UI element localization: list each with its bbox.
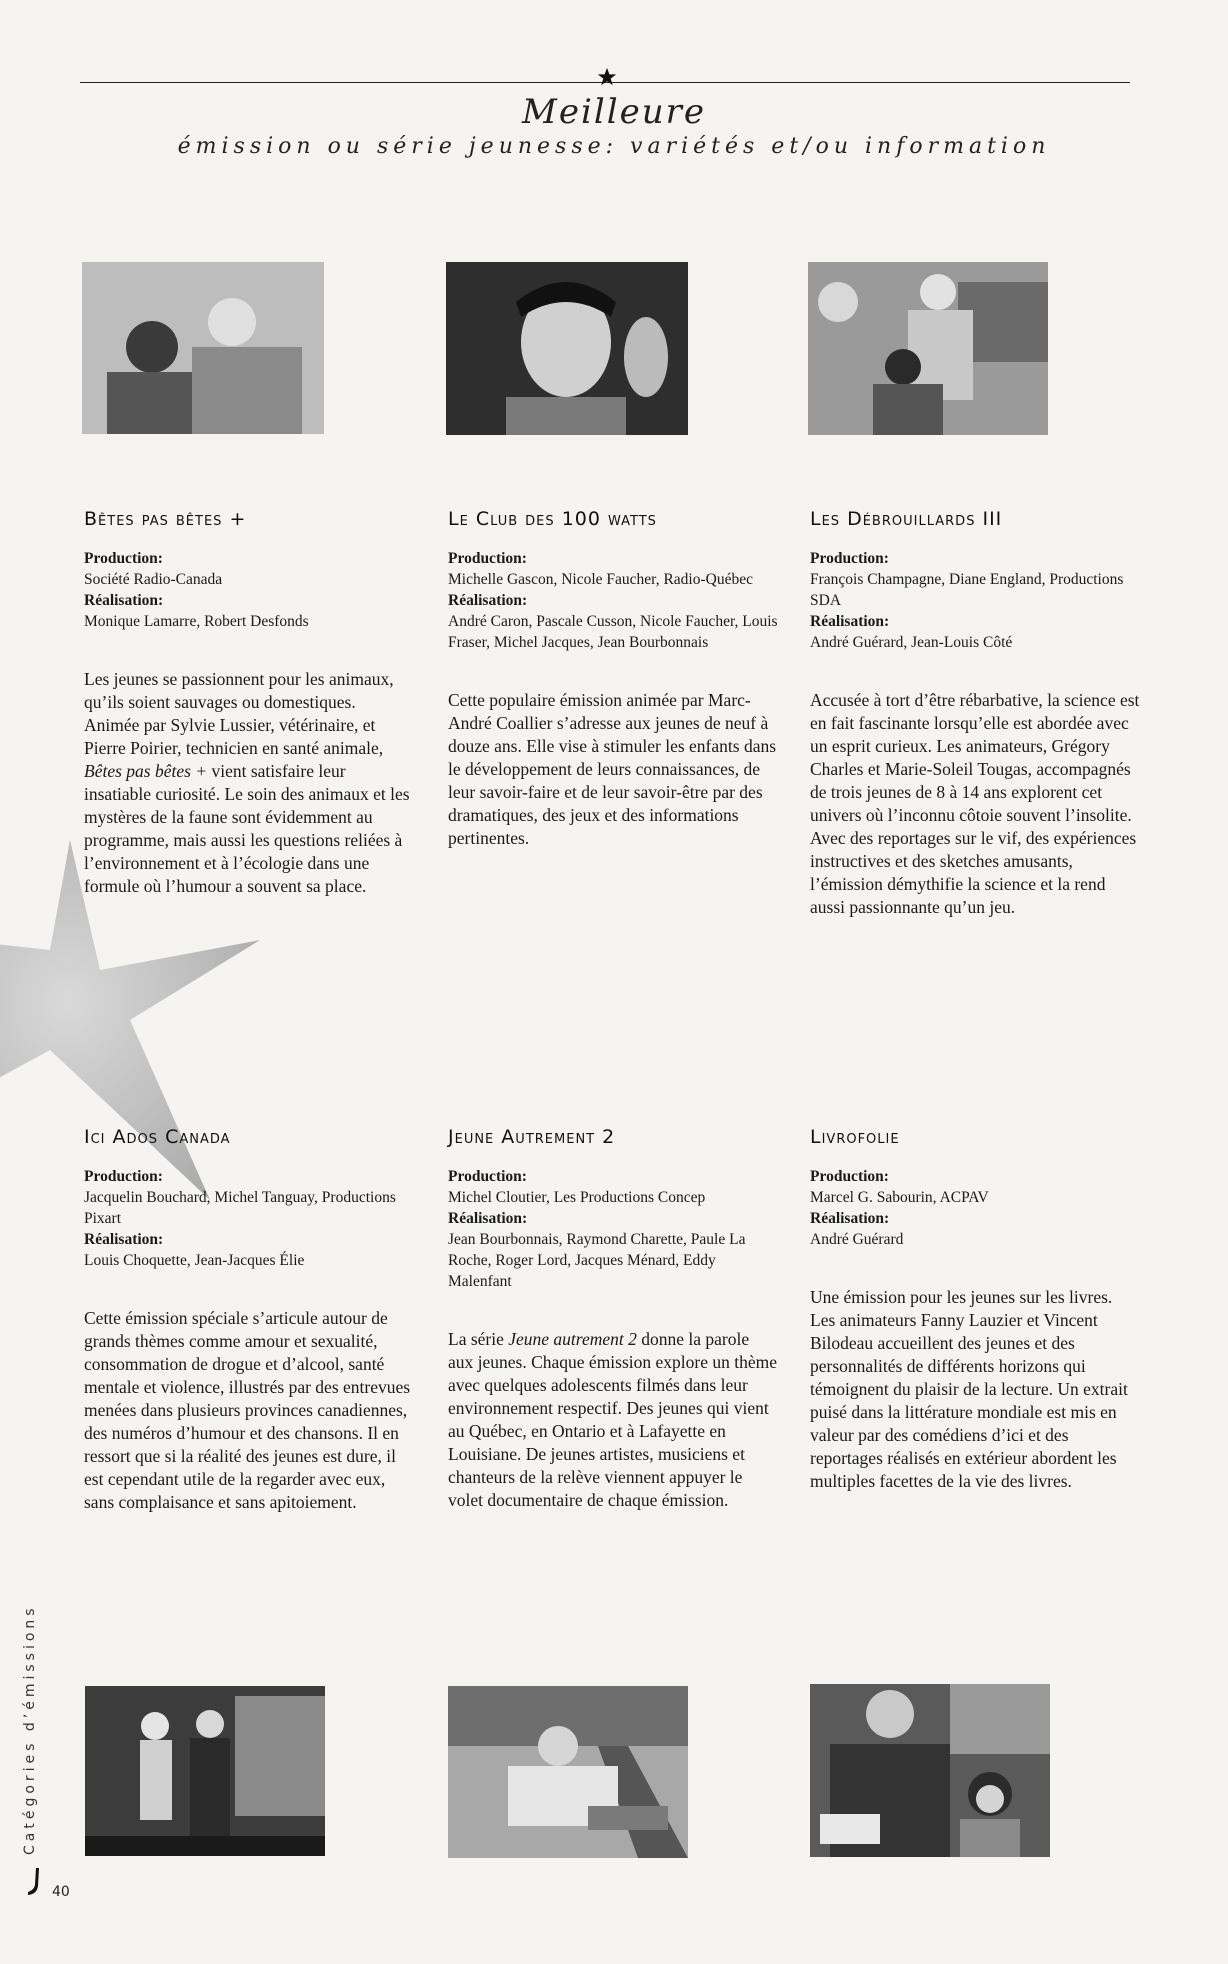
realisation-label: Réalisation:	[810, 613, 890, 630]
description-text: Cette populaire émission animée par Marc-André Coallier s’adresse aux jeunes de neuf à douze ans. Elle vise à stimuler les enfants dans le développement de leurs connaissances, de leur savoir-faire et de leur savoir-être par des dramatiques, des jeux et des informations pertinentes.	[448, 690, 777, 848]
entry-credits	[84, 548, 414, 632]
production-label: Production:	[810, 550, 889, 567]
realisation-label: Réalisation:	[448, 1210, 528, 1227]
entry-title: Livrofolie	[810, 1126, 900, 1148]
entry-title: Bêtes pas bêtes +	[84, 508, 247, 530]
description-text: Cette émission spéciale s’articule autour de grands thèmes comme amour et sexualité, consommation de drogue et d’alcool, santé mentale et violence, illustrés par des entrevues menées dans plusieurs provinces canadiennes, des numéros d’humour et des chansons. Il en ressort que si la réalité des jeunes est dure, il est cependant utile de la regarder avec eux, sans complaisance et sans apitoiement.	[84, 1308, 411, 1512]
description-text: La série	[448, 1329, 509, 1349]
production-label: Production:	[810, 1168, 889, 1185]
description-text-continued: donne la parole aux jeunes. Chaque émission explore un thème avec quelques adolescents filmés dans leur environnement respectif. Des jeunes qui vient au Québec, en Ontario et à Lafayette en Louisiane. De jeunes artistes, musiciens et chanteurs de la relève viennent appuyer le volet documentaire de chaque émission.	[448, 1329, 778, 1510]
section-side-label: Catégories d’émissions	[22, 1604, 38, 1855]
realisation-label: Réalisation:	[84, 592, 164, 609]
entry-description	[448, 689, 778, 850]
realisation-value: Louis Choquette, Jean-Jacques Élie	[84, 1252, 305, 1269]
entry-livrofolie	[810, 1126, 1140, 1493]
production-label: Production:	[84, 1168, 163, 1185]
entry-description	[84, 1307, 414, 1514]
description-text: Une émission pour les jeunes sur les livres. Les animateurs Fanny Lauzier et Vincent Bilodeau accueillent des jeunes et des personnalités de différents horizons qui témoignent du plaisir de la lecture. Un extrait puisé dans la littérature mondiale est mis en valeur par des comédiens d’ici et des reportages réalisés en extérieur abordent les multiples facettes de la vie des livres.	[810, 1287, 1128, 1491]
description-italic-title: Bêtes pas bêtes +	[84, 761, 208, 781]
entry-credits	[448, 548, 778, 653]
entry-credits	[84, 1166, 414, 1271]
entry-ici-ados-canada	[84, 1126, 414, 1514]
production-value: Michelle Gascon, Nicole Faucher, Radio-Québec	[448, 571, 753, 588]
entry-title: Les Débrouillards III	[810, 508, 1003, 530]
description-text-continued: vient satisfaire leur insatiable curiosité. Le soin des animaux et les mystères de la faune sont évidemment au programme, mais aussi les questions reliées à l’environnement et à l’écologie dans une formule où l’humour a souvent sa place.	[84, 761, 410, 896]
entry-jeune-autrement-2	[448, 1126, 778, 1512]
entry-credits	[448, 1166, 778, 1292]
photo-livrofolie	[810, 1684, 1050, 1857]
photo-club-des-100-watts	[446, 262, 688, 435]
production-label: Production:	[448, 1168, 527, 1185]
production-label: Production:	[84, 550, 163, 567]
description-text: Accusée à tort d’être rébarbative, la science est en fait fascinante lorsqu’elle est abordée avec un esprit curieux. Les animateurs, Grégory Charles et Marie-Soleil Tougas, accompagnés de trois jeunes de 8 à 14 ans explorent cet univers où l’inconnu côtoie souvent l’insolite. Avec des reportages sur le vif, des expériences instructives et des sketches amusants, l’émission démythifie la science et la rend aussi passionnante qu’un jeu.	[810, 690, 1140, 917]
realisation-label: Réalisation:	[448, 592, 528, 609]
production-value: Michel Cloutier, Les Productions Concep	[448, 1189, 706, 1206]
star-icon	[596, 66, 618, 88]
realisation-label: Réalisation:	[84, 1231, 164, 1248]
entry-title: Le Club des 100 watts	[448, 508, 657, 530]
production-value: François Champagne, Diane England, Productions SDA	[810, 571, 1124, 609]
photo-ici-ados-canada	[85, 1686, 325, 1856]
production-value: Jacquelin Bouchard, Michel Tanguay, Productions Pixart	[84, 1189, 396, 1227]
entry-credits	[810, 1166, 1140, 1250]
entry-credits	[810, 548, 1140, 653]
description-italic-title: Jeune autrement 2	[508, 1329, 637, 1349]
photo-les-debrouillards	[808, 262, 1048, 435]
page-mark-icon	[26, 1868, 44, 1896]
realisation-value: Jean Bourbonnais, Raymond Charette, Paule La Roche, Roger Lord, Jacques Ménard, Eddy Malenfant	[448, 1231, 746, 1290]
page-number: 40	[52, 1884, 70, 1900]
entry-club-des-100-watts	[448, 508, 778, 850]
page-title: Meilleure	[522, 92, 706, 132]
entry-description	[810, 1286, 1140, 1493]
entry-title: Jeune Autrement 2	[448, 1126, 616, 1148]
realisation-value: André Guérard, Jean-Louis Côté	[810, 634, 1013, 651]
realisation-value: André Caron, Pascale Cusson, Nicole Faucher, Louis Fraser, Michel Jacques, Jean Bourbonnais	[448, 613, 778, 651]
entry-title: Ici Ados Canada	[84, 1126, 231, 1148]
production-value: Société Radio-Canada	[84, 571, 223, 588]
photo-betes-pas-betes	[82, 262, 324, 434]
production-label: Production:	[448, 550, 527, 567]
realisation-value: Monique Lamarre, Robert Desfonds	[84, 613, 309, 630]
entry-description	[810, 689, 1140, 919]
entry-betes-pas-betes	[84, 508, 414, 898]
photo-jeune-autrement-2	[448, 1686, 688, 1858]
entry-description	[84, 668, 414, 898]
production-value: Marcel G. Sabourin, ACPAV	[810, 1189, 989, 1206]
realisation-value: André Guérard	[810, 1231, 904, 1248]
entry-description	[448, 1328, 778, 1512]
realisation-label: Réalisation:	[810, 1210, 890, 1227]
page-subtitle: émission ou série jeunesse: variétés et/ou information	[177, 134, 1051, 159]
entry-les-debrouillards	[810, 508, 1140, 919]
description-text: Les jeunes se passionnent pour les animaux, qu’ils soient sauvages ou domestiques. Animée par Sylvie Lussier, vétérinaire, et Pierre Poirier, technicien en santé animale,	[84, 669, 394, 758]
